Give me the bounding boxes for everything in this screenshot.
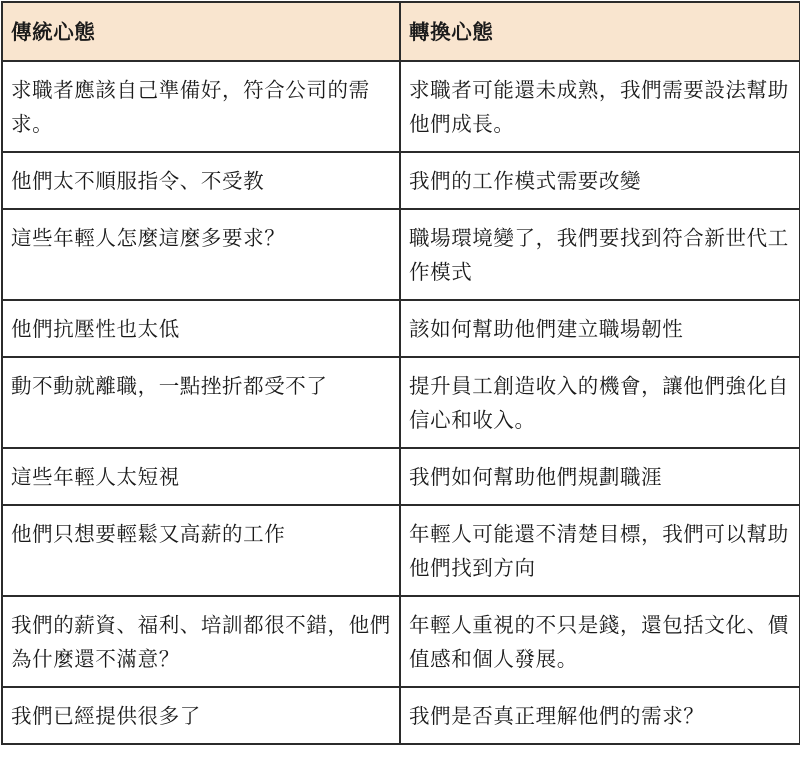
table-row — [2, 209, 800, 300]
shifted-cell: 我們是否真正理解他們的需求？ — [400, 687, 800, 744]
shifted-cell: 求職者可能還未成熟，我們需要設法幫助他們成長。 — [400, 61, 800, 152]
shifted-cell: 提升員工創造收入的機會，讓他們強化自信心和收入。 — [400, 357, 800, 448]
shifted-cell: 我們如何幫助他們規劃職涯 — [400, 448, 800, 505]
header-shifted-mindset: 轉換心態 — [400, 2, 800, 61]
mindset-comparison-table — [1, 1, 800, 745]
header-row — [2, 2, 800, 61]
table-row — [2, 61, 800, 152]
table-row — [2, 152, 800, 209]
table-row — [2, 357, 800, 448]
table-row — [2, 687, 800, 744]
shifted-cell: 該如何幫助他們建立職場韌性 — [400, 300, 800, 357]
traditional-cell: 他們太不順服指令、不受教 — [2, 152, 400, 209]
traditional-cell: 我們已經提供很多了 — [2, 687, 400, 744]
table-row — [2, 596, 800, 687]
header-traditional-mindset: 傳統心態 — [2, 2, 400, 61]
table-row — [2, 505, 800, 596]
shifted-cell: 職場環境變了，我們要找到符合新世代工作模式 — [400, 209, 800, 300]
table-row — [2, 448, 800, 505]
shifted-cell: 我們的工作模式需要改變 — [400, 152, 800, 209]
traditional-cell: 這些年輕人太短視 — [2, 448, 400, 505]
traditional-cell: 他們只想要輕鬆又高薪的工作 — [2, 505, 400, 596]
traditional-cell: 這些年輕人怎麼這麼多要求？ — [2, 209, 400, 300]
shifted-cell: 年輕人重視的不只是錢，還包括文化、價值感和個人發展。 — [400, 596, 800, 687]
traditional-cell: 我們的薪資、福利、培訓都很不錯，他們為什麼還不滿意？ — [2, 596, 400, 687]
traditional-cell: 動不動就離職，一點挫折都受不了 — [2, 357, 400, 448]
table-row — [2, 300, 800, 357]
traditional-cell: 他們抗壓性也太低 — [2, 300, 400, 357]
traditional-cell: 求職者應該自己準備好，符合公司的需求。 — [2, 61, 400, 152]
shifted-cell: 年輕人可能還不清楚目標，我們可以幫助他們找到方向 — [400, 505, 800, 596]
